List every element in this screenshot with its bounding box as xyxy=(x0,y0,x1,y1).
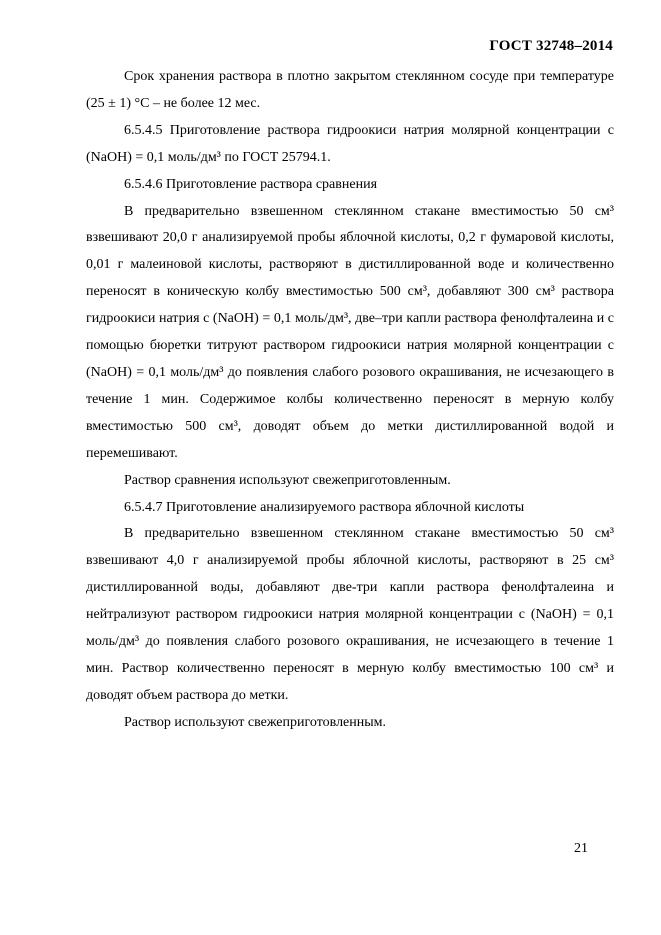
paragraph-reference-solution: В предварительно взвешенном стеклянном стакане вместимостью 50 см³ взвешивают 20,0 г анализируемой пробы яблочной кислоты, 0,2 г фумаровой кислоты, 0,01 г малеиновой кислоты, растворяют в дистиллированной воде и количественно переносят в коническую колбу вместимостью 500 см³, добавляют 300 см³ раствора гидроокиси натрия с (NaOH) = 0,1 моль/дм³, две–три капли раствора фенолфталеина и с помощью бюретки титруют раствором гидроокиси натрия молярной концентрации с (NaOH) = 0,1 моль/дм³ до появления слабого розового окрашивания, не исчезающего в течение 1 мин. Содержимое колбы количественно переносят в мерную колбу вместимостью 500 см³, доводят объем до метки дистиллированной водой и перемешивают. xyxy=(86,203,614,461)
paragraph-solution-usage: Раствор используют свежеприготовленным. xyxy=(124,714,387,730)
section-6-5-4-6-heading: 6.5.4.6 Приготовление раствора сравнения xyxy=(124,176,378,192)
paragraph-analyzed-solution: В предварительно взвешенном стеклянном стакане вместимостью 50 см³ взвешивают 4,0 г анализируемой пробы яблочной кислоты, растворяют в 25 см³ дистиллированной воды, добавляют две-три капли раствора фенолфталеина и нейтрализуют раствором гидроокиси натрия молярной концентрации с (NaOH) = 0,1 моль/дм³ до появления слабого розового окрашивания, не исчезающего в течение 1 мин. Раствор количественно переносят в мерную колбу вместимостью 100 см³ и доводят объем раствора до метки. xyxy=(86,526,614,703)
document-body xyxy=(86,64,614,737)
paragraph-reference-usage: Раствор сравнения используют свежеприготовленным. xyxy=(124,472,451,488)
document-header: ГОСТ 32748–2014 xyxy=(489,38,613,54)
paragraph-storage: Срок хранения раствора в плотно закрытом стеклянном сосуде при температуре (25 ± 1) °С – не более 12 мес. xyxy=(86,69,614,111)
section-6-5-4-7-heading: 6.5.4.7 Приготовление анализируемого раствора яблочной кислоты xyxy=(124,499,525,515)
section-6-5-4-5: 6.5.4.5 Приготовление раствора гидроокиси натрия молярной концентрации с (NaOH) = 0,1 моль/дм³ по ГОСТ 25794.1. xyxy=(86,122,614,165)
page-number: 21 xyxy=(574,841,588,856)
